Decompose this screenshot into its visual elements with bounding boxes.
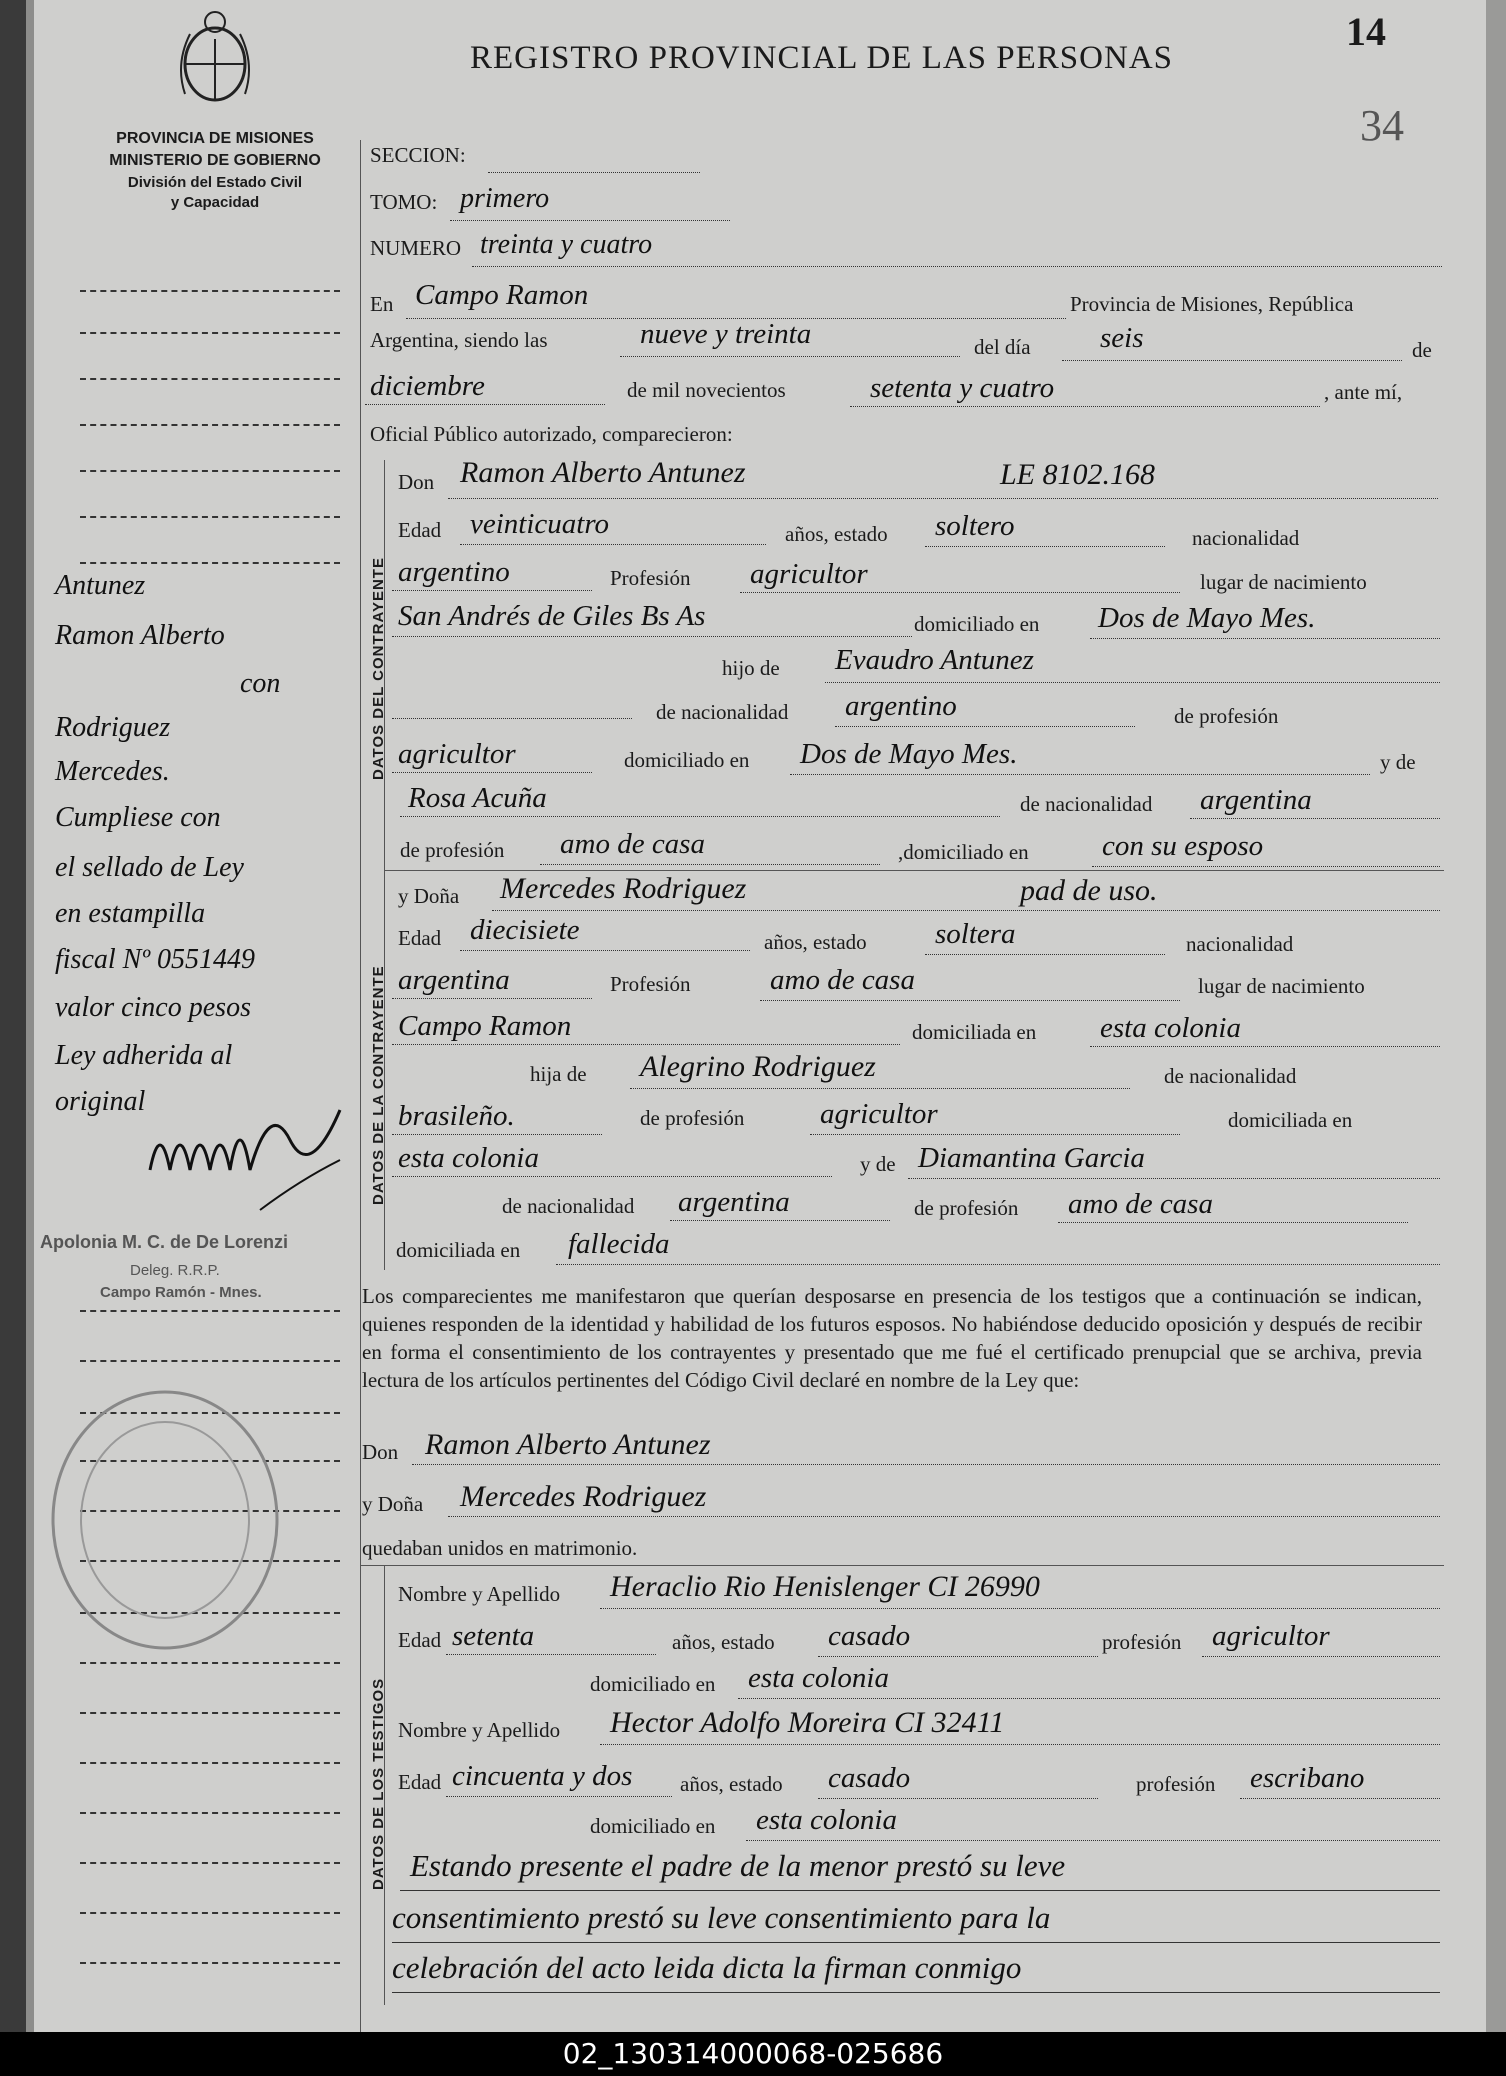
image-id-footer: 02_130314000068-025686 <box>0 2032 1506 2076</box>
domiciliado-label: domiciliado en <box>914 612 1040 636</box>
declaracion-dona-value: Mercedes Rodriguez <box>460 1480 707 1513</box>
de-nacionalidad-label-4: de nacionalidad <box>502 1194 635 1218</box>
madre-domicilio: con su esposo <box>1102 830 1264 862</box>
contrayenta-estado: soltera <box>935 918 1016 950</box>
contrayenta-padre-domicilio: esta colonia <box>398 1142 539 1174</box>
contrayenta-madre-profesion: amo de casa <box>1068 1188 1213 1220</box>
madre-domiciliado-label: ,domiciliado en <box>898 840 1029 864</box>
margin-note-line: original <box>55 1086 146 1117</box>
edad-label-2: Edad <box>398 926 442 950</box>
stamp-line: Apolonia M. C. de De Lorenzi <box>40 1232 289 1252</box>
numero-value: treinta y cuatro <box>480 229 653 260</box>
contrayenta-madre-domicilio: fallecida <box>568 1228 670 1260</box>
contrayente-estado: soltero <box>935 510 1015 542</box>
edad-label-3: Edad <box>398 1628 442 1652</box>
de-label: de <box>1412 338 1432 362</box>
domiciliado-label-3: domiciliado en <box>590 1672 716 1696</box>
division-title: División del Estado Civil <box>127 174 303 191</box>
page-right-edge <box>1486 0 1506 2032</box>
contrayente-nombre: Ramon Alberto Antunez <box>460 456 746 489</box>
quedaban-text: quedaban unidos en matrimonio. <box>362 1536 638 1560</box>
dona-label: y Doña <box>398 884 460 908</box>
testigo1-profesion: agricultor <box>1212 1620 1330 1652</box>
argentina-text: Argentina, siendo las <box>370 328 548 352</box>
contrayenta-padre-nacionalidad: brasileño. <box>398 1100 515 1132</box>
de-profesion-label-2: de profesión <box>400 838 505 862</box>
contrayente-lugar: San Andrés de Giles Bs As <box>398 600 706 632</box>
signature-icon <box>140 1100 360 1220</box>
don-label: Don <box>398 470 435 494</box>
ante-mi: , ante mí, <box>1324 380 1403 404</box>
del-dia-label: del día <box>974 335 1031 359</box>
section-label-testigos: DATOS DE LOS TESTIGOS <box>370 1677 387 1890</box>
contrayente-nacionalidad: argentino <box>398 556 510 588</box>
section-label-contrayenta: DATOS DE LA CONTRAYENTE <box>370 965 387 1205</box>
binding-shadow <box>26 0 34 2032</box>
contrayente-profesion: agricultor <box>750 558 868 590</box>
contrayente-domicilio: Dos de Mayo Mes. <box>1098 602 1316 634</box>
binding-edge <box>0 0 26 2032</box>
testigo2-domicilio: esta colonia <box>756 1804 897 1836</box>
domiciliado-label-2: domiciliado en <box>624 748 750 772</box>
padre-nacionalidad: argentino <box>845 690 957 722</box>
madre-profesion: amo de casa <box>560 828 705 860</box>
nombre-label-2: Nombre y Apellido <box>398 1718 561 1742</box>
margin-note-line: el sellado de Ley <box>55 852 244 883</box>
domiciliada-label-2: domiciliada en <box>1228 1108 1353 1132</box>
profesion-label-2: Profesión <box>610 972 691 996</box>
lugar-label-2: lugar de nacimiento <box>1198 974 1365 998</box>
note-line: celebración del acto leida dicta la firman conmigo <box>392 1950 1022 1985</box>
nacionalidad-label-2: nacionalidad <box>1186 932 1294 956</box>
contrayenta-extra: pad de uso. <box>1020 874 1158 907</box>
contrayenta-nacionalidad: argentina <box>398 964 510 996</box>
anio-value: setenta y cuatro <box>870 372 1055 404</box>
padre-nombre: Evaudro Antunez <box>835 644 1034 676</box>
seccion-label: SECCION: <box>370 143 466 167</box>
domiciliado-label-4: domiciliado en <box>590 1814 716 1838</box>
nacionalidad-label: nacionalidad <box>1192 526 1300 550</box>
de-nacionalidad-label: de nacionalidad <box>656 700 789 724</box>
anios-estado-label-3: años, estado <box>672 1630 775 1654</box>
domiciliada-label-3: domiciliada en <box>396 1238 521 1262</box>
ministry-title: MINISTERIO DE GOBIERNO <box>109 152 321 169</box>
margin-note-line: Ley adherida al <box>55 1040 233 1071</box>
contrayenta-madre-nacionalidad: argentina <box>678 1186 790 1218</box>
tomo-label: TOMO: <box>370 190 438 214</box>
section-label-contrayente: DATOS DEL CONTRAYENTE <box>370 557 387 780</box>
de-nacionalidad-label-2: de nacionalidad <box>1020 792 1153 816</box>
padre-profesion: agricultor <box>398 738 516 770</box>
de-nacionalidad-label-3: de nacionalidad <box>1164 1064 1297 1088</box>
margin-note-line: Ramon Alberto <box>55 620 225 651</box>
nombre-label: Nombre y Apellido <box>398 1582 561 1606</box>
y-de-label-2: y de <box>860 1152 896 1176</box>
de-profesion-label-3: de profesión <box>640 1106 745 1130</box>
padre-domicilio: Dos de Mayo Mes. <box>800 738 1018 770</box>
contrayenta-lugar: Campo Ramon <box>398 1010 572 1042</box>
stamp-line: Deleg. R.R.P. <box>130 1262 220 1279</box>
contrayenta-nombre: Mercedes Rodriguez <box>500 872 747 905</box>
page-title: REGISTRO PROVINCIAL DE LAS PERSONAS <box>470 40 1174 76</box>
dia-value: seis <box>1100 322 1144 354</box>
oficial-text: Oficial Público autorizado, comparecieron: <box>370 422 733 446</box>
testigo2-estado: casado <box>828 1762 911 1794</box>
margin-note-line: en estampilla <box>55 898 206 929</box>
hija-label: hija de <box>530 1062 587 1086</box>
contrayenta-madre: Diamantina Garcia <box>918 1142 1145 1174</box>
margin-note-line: con <box>240 668 281 699</box>
domiciliada-label: domiciliada en <box>912 1020 1037 1044</box>
lugar-label: lugar de nacimiento <box>1200 570 1367 594</box>
anios-estado-label-4: años, estado <box>680 1772 783 1796</box>
testigo1-nombre: Heraclio Rio Henislenger CI 26990 <box>610 1570 1040 1603</box>
numero-label: NUMERO <box>370 236 462 260</box>
margin-note-line: Rodriguez <box>55 712 171 743</box>
de-profesion-label: de profesión <box>1174 704 1279 728</box>
anios-estado-label-2: años, estado <box>764 930 867 954</box>
round-seal-icon <box>45 1385 285 1655</box>
declaracion-don-value: Ramon Alberto Antunez <box>425 1428 711 1461</box>
note-line: consentimiento prestó su leve consentimiento para la <box>392 1900 1051 1935</box>
margin-note-line: Mercedes. <box>55 756 170 787</box>
hijo-label: hijo de <box>722 656 780 680</box>
stamp-line: Campo Ramón - Mnes. <box>100 1284 262 1301</box>
contrayenta-padre-profesion: agricultor <box>820 1098 938 1130</box>
declaracion-dona-label: y Doña <box>362 1492 424 1516</box>
tomo-value: primero <box>460 183 550 214</box>
madre-nacionalidad: argentina <box>1200 784 1312 816</box>
margin-note-line: Antunez <box>55 570 146 601</box>
note-line: Estando presente el padre de la menor prestó su leve <box>410 1848 1066 1883</box>
edad-label-4: Edad <box>398 1770 442 1794</box>
margin-note-line: Cumpliese con <box>55 802 221 833</box>
declaracion-paragraph: Los comparecientes me manifestaron que querían desposarse en presencia de los testigos que a continuación se indican, quienes responden de la identidad y habilidad de los futuros esposos. No habiéndose deducido oposición y después de recibir en forma el consentimiento de los contrayentes y presentado que me fué el certificado prenupcial que se archiva, previa lectura de los artículos pertinentes del Código Civil declaré en nombre de la Ley que: <box>362 1284 1422 1392</box>
anios-estado-label: años, estado <box>785 522 888 546</box>
margin-note-line: fiscal Nº 0551449 <box>55 944 256 975</box>
province-title: PROVINCIA DE MISIONES <box>116 130 314 147</box>
contrayenta-padre: Alegrino Rodriguez <box>640 1050 876 1083</box>
testigo1-estado: casado <box>828 1620 911 1652</box>
hora-value: nueve y treinta <box>640 318 812 350</box>
testigo1-edad: setenta <box>452 1620 535 1652</box>
profesion-label-4: profesión <box>1136 1772 1216 1796</box>
folio-number: 34 <box>1360 101 1404 150</box>
de-profesion-label-4: de profesión <box>914 1196 1019 1220</box>
testigo1-domicilio: esta colonia <box>748 1662 889 1694</box>
profesion-label: Profesión <box>610 566 691 590</box>
mes-value: diciembre <box>370 370 485 402</box>
contrayenta-domicilio: esta colonia <box>1100 1012 1241 1044</box>
madre-nombre: Rosa Acuña <box>408 782 547 814</box>
profesion-label-3: profesión <box>1102 1630 1182 1654</box>
province-text: Provincia de Misiones, República <box>1070 292 1354 316</box>
en-value: Campo Ramon <box>415 279 589 311</box>
coat-of-arms-icon <box>170 4 260 114</box>
testigo2-profesion: escribano <box>1250 1762 1365 1794</box>
margin-note-line: valor cinco pesos <box>55 992 251 1023</box>
de-mil-label: de mil novecientos <box>627 378 786 402</box>
testigo2-nombre: Hector Adolfo Moreira CI 32411 <box>610 1706 1005 1739</box>
division-title-2: y Capacidad <box>170 194 260 211</box>
en-label: En <box>370 292 394 316</box>
testigo2-edad: cincuenta y dos <box>452 1760 633 1792</box>
contrayente-documento: LE 8102.168 <box>1000 458 1156 491</box>
contrayenta-edad: diecisiete <box>470 914 580 946</box>
folio-stamp: 14 <box>1346 9 1386 54</box>
declaracion-don-label: Don <box>362 1440 399 1464</box>
edad-label: Edad <box>398 518 442 542</box>
contrayente-edad: veinticuatro <box>470 508 610 540</box>
contrayenta-profesion: amo de casa <box>770 964 915 996</box>
y-de-label: y de <box>1380 750 1416 774</box>
